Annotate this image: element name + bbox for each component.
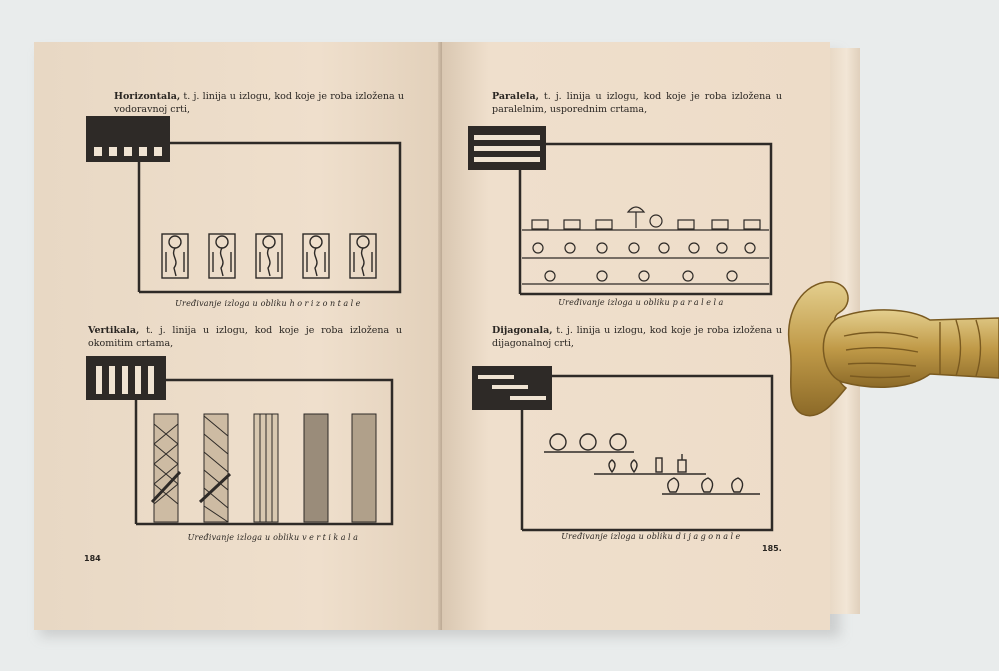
parallel-caption: Uređivanje izloga u obliku paralela [558,298,726,307]
vertical-term: Vertikala, [88,325,140,336]
page-number-left: 184 [84,554,101,563]
parallel-paragraph [492,90,782,116]
page-number-right: 185. [762,544,782,553]
horizontal-text: t. j. linija u izlogu, kod koje je roba izložena u vodoravnoj crti, [114,91,404,115]
diagonal-paragraph [492,324,782,350]
horizontal-diagram [84,114,404,299]
horizontal-paragraph [114,90,404,116]
diagonal-term: Dijagonala, [492,325,553,336]
vertical-caption: Uređivanje izloga u obliku vertikala [187,533,361,542]
parallel-text: t. j. linija u izlogu, kod koje je roba izložena u paralelnim, usporednim crtama, [492,91,782,115]
diagonal-text: t. j. linija u izlogu, kod koje je roba izložena u dijagonalnoj crti, [492,325,782,349]
diagonal-caption: Uređivanje izloga u obliku dijagonale [561,532,743,541]
horizontal-caption: Uređivanje izloga u obliku horizontale [175,299,363,308]
brass-hand-clip [780,278,999,428]
vertical-paragraph [88,324,402,350]
right-page [442,42,830,630]
left-page [34,42,442,630]
parallel-term: Paralela, [492,91,539,102]
parallel-diagram [466,124,776,299]
vertical-diagram [84,354,404,529]
diagonal-diagram [470,364,780,534]
vertical-text: t. j. linija u izlogu, kod koje je roba izložena u okomitim crtama, [88,325,402,349]
horizontal-term: Horizontala, [114,91,181,102]
